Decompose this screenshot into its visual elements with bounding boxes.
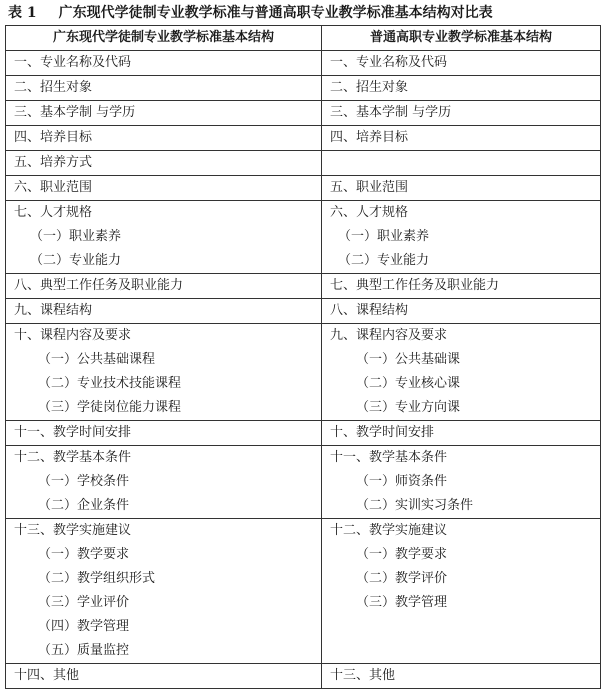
item-heading: 十三、教学实施建议 <box>14 523 132 538</box>
table-number: 表 1 <box>8 5 37 21</box>
item-heading <box>330 151 592 175</box>
item-heading: 十一、教学基本条件 <box>330 450 448 465</box>
item-heading: 十三、其他 <box>330 668 396 683</box>
item-heading: 二、招生对象 <box>14 80 93 95</box>
table-row <box>6 101 601 126</box>
right-cell <box>322 274 601 299</box>
right-cell <box>322 421 601 446</box>
left-cell <box>6 324 322 421</box>
left-cell <box>6 421 322 446</box>
sub-item: （一）师资条件 <box>356 474 448 489</box>
table-row <box>6 126 601 151</box>
comparison-table <box>5 25 601 689</box>
sub-item: （二）专业能力 <box>338 253 430 268</box>
left-cell <box>6 664 322 689</box>
sub-item: （一）教学要求 <box>38 547 130 562</box>
item-heading: 三、基本学制 与学历 <box>14 105 136 120</box>
right-cell <box>322 324 601 421</box>
table-title: 广东现代学徒制专业教学标准与普通高职专业教学标准基本结构对比表 <box>58 5 493 21</box>
sub-item: （一）学校条件 <box>38 474 130 489</box>
sub-item: （三）学徒岗位能力课程 <box>38 400 182 415</box>
table-row <box>6 446 601 519</box>
right-cell <box>322 51 601 76</box>
item-heading: 十二、教学实施建议 <box>330 523 448 538</box>
sub-item: （三）学业评价 <box>38 595 130 610</box>
right-cell <box>322 664 601 689</box>
right-cell <box>322 201 601 274</box>
sub-item: （二）教学评价 <box>356 571 448 586</box>
right-cell <box>322 299 601 324</box>
left-cell <box>6 519 322 664</box>
left-cell <box>6 446 322 519</box>
table-row <box>6 274 601 299</box>
item-heading: 十四、其他 <box>14 668 80 683</box>
item-heading: 九、课程结构 <box>14 303 93 318</box>
sub-item: （一）职业素养 <box>30 229 122 244</box>
item-heading: 一、专业名称及代码 <box>330 55 448 70</box>
right-cell-empty <box>322 151 601 176</box>
sub-item: （三）专业方向课 <box>356 400 461 415</box>
table-row <box>6 51 601 76</box>
item-heading: 七、人才规格 <box>14 205 93 220</box>
right-cell <box>322 176 601 201</box>
table-row <box>6 176 601 201</box>
left-cell <box>6 151 322 176</box>
item-heading: 十、教学时间安排 <box>330 425 435 440</box>
right-cell <box>322 446 601 519</box>
item-heading: 五、职业范围 <box>330 180 409 195</box>
item-heading: 七、典型工作任务及职业能力 <box>330 278 500 293</box>
left-cell <box>6 274 322 299</box>
left-cell <box>6 51 322 76</box>
left-cell <box>6 76 322 101</box>
right-cell <box>322 101 601 126</box>
sub-item: （二）专业技术技能课程 <box>38 376 182 391</box>
header-left: 广东现代学徒制专业教学标准基本结构 <box>6 26 322 51</box>
sub-item: （一）公共基础课 <box>356 352 461 367</box>
left-cell <box>6 126 322 151</box>
sub-item: （一）职业素养 <box>338 229 430 244</box>
sub-item: （二）教学组织形式 <box>38 571 156 586</box>
table-row <box>6 151 601 176</box>
sub-item: （二）实训实习条件 <box>356 498 474 513</box>
item-heading: 十、课程内容及要求 <box>14 328 132 343</box>
item-heading: 八、课程结构 <box>330 303 409 318</box>
table-row <box>6 421 601 446</box>
header-row <box>6 26 601 51</box>
item-heading: 一、专业名称及代码 <box>14 55 132 70</box>
item-heading: 二、招生对象 <box>330 80 409 95</box>
left-cell <box>6 176 322 201</box>
item-heading: 十二、教学基本条件 <box>14 450 132 465</box>
left-cell <box>6 101 322 126</box>
sub-item: （二）专业能力 <box>30 253 122 268</box>
item-heading: 四、培养目标 <box>14 130 93 145</box>
sub-item: （二）企业条件 <box>38 498 130 513</box>
sub-item: （三）教学管理 <box>356 595 448 610</box>
item-heading: 九、课程内容及要求 <box>330 328 448 343</box>
table-row <box>6 519 601 664</box>
table-row <box>6 664 601 689</box>
sub-item: （四）教学管理 <box>38 619 130 634</box>
right-cell <box>322 76 601 101</box>
item-heading: 四、培养目标 <box>330 130 409 145</box>
left-cell <box>6 201 322 274</box>
sub-item: （五）质量监控 <box>38 643 130 658</box>
table-row <box>6 299 601 324</box>
table-row <box>6 76 601 101</box>
table-row <box>6 324 601 421</box>
item-heading: 五、培养方式 <box>14 155 93 170</box>
item-heading: 三、基本学制 与学历 <box>330 105 452 120</box>
sub-item: （一）教学要求 <box>356 547 448 562</box>
right-cell <box>322 126 601 151</box>
table-row <box>6 201 601 274</box>
item-heading: 六、人才规格 <box>330 205 409 220</box>
header-right: 普通高职专业教学标准基本结构 <box>322 26 601 51</box>
item-heading: 八、典型工作任务及职业能力 <box>14 278 184 293</box>
item-heading: 六、职业范围 <box>14 180 93 195</box>
right-cell <box>322 519 601 664</box>
sub-item: （一）公共基础课程 <box>38 352 156 367</box>
sub-item: （二）专业核心课 <box>356 376 461 391</box>
item-heading: 十一、教学时间安排 <box>14 425 132 440</box>
table-caption <box>8 3 493 23</box>
left-cell <box>6 299 322 324</box>
